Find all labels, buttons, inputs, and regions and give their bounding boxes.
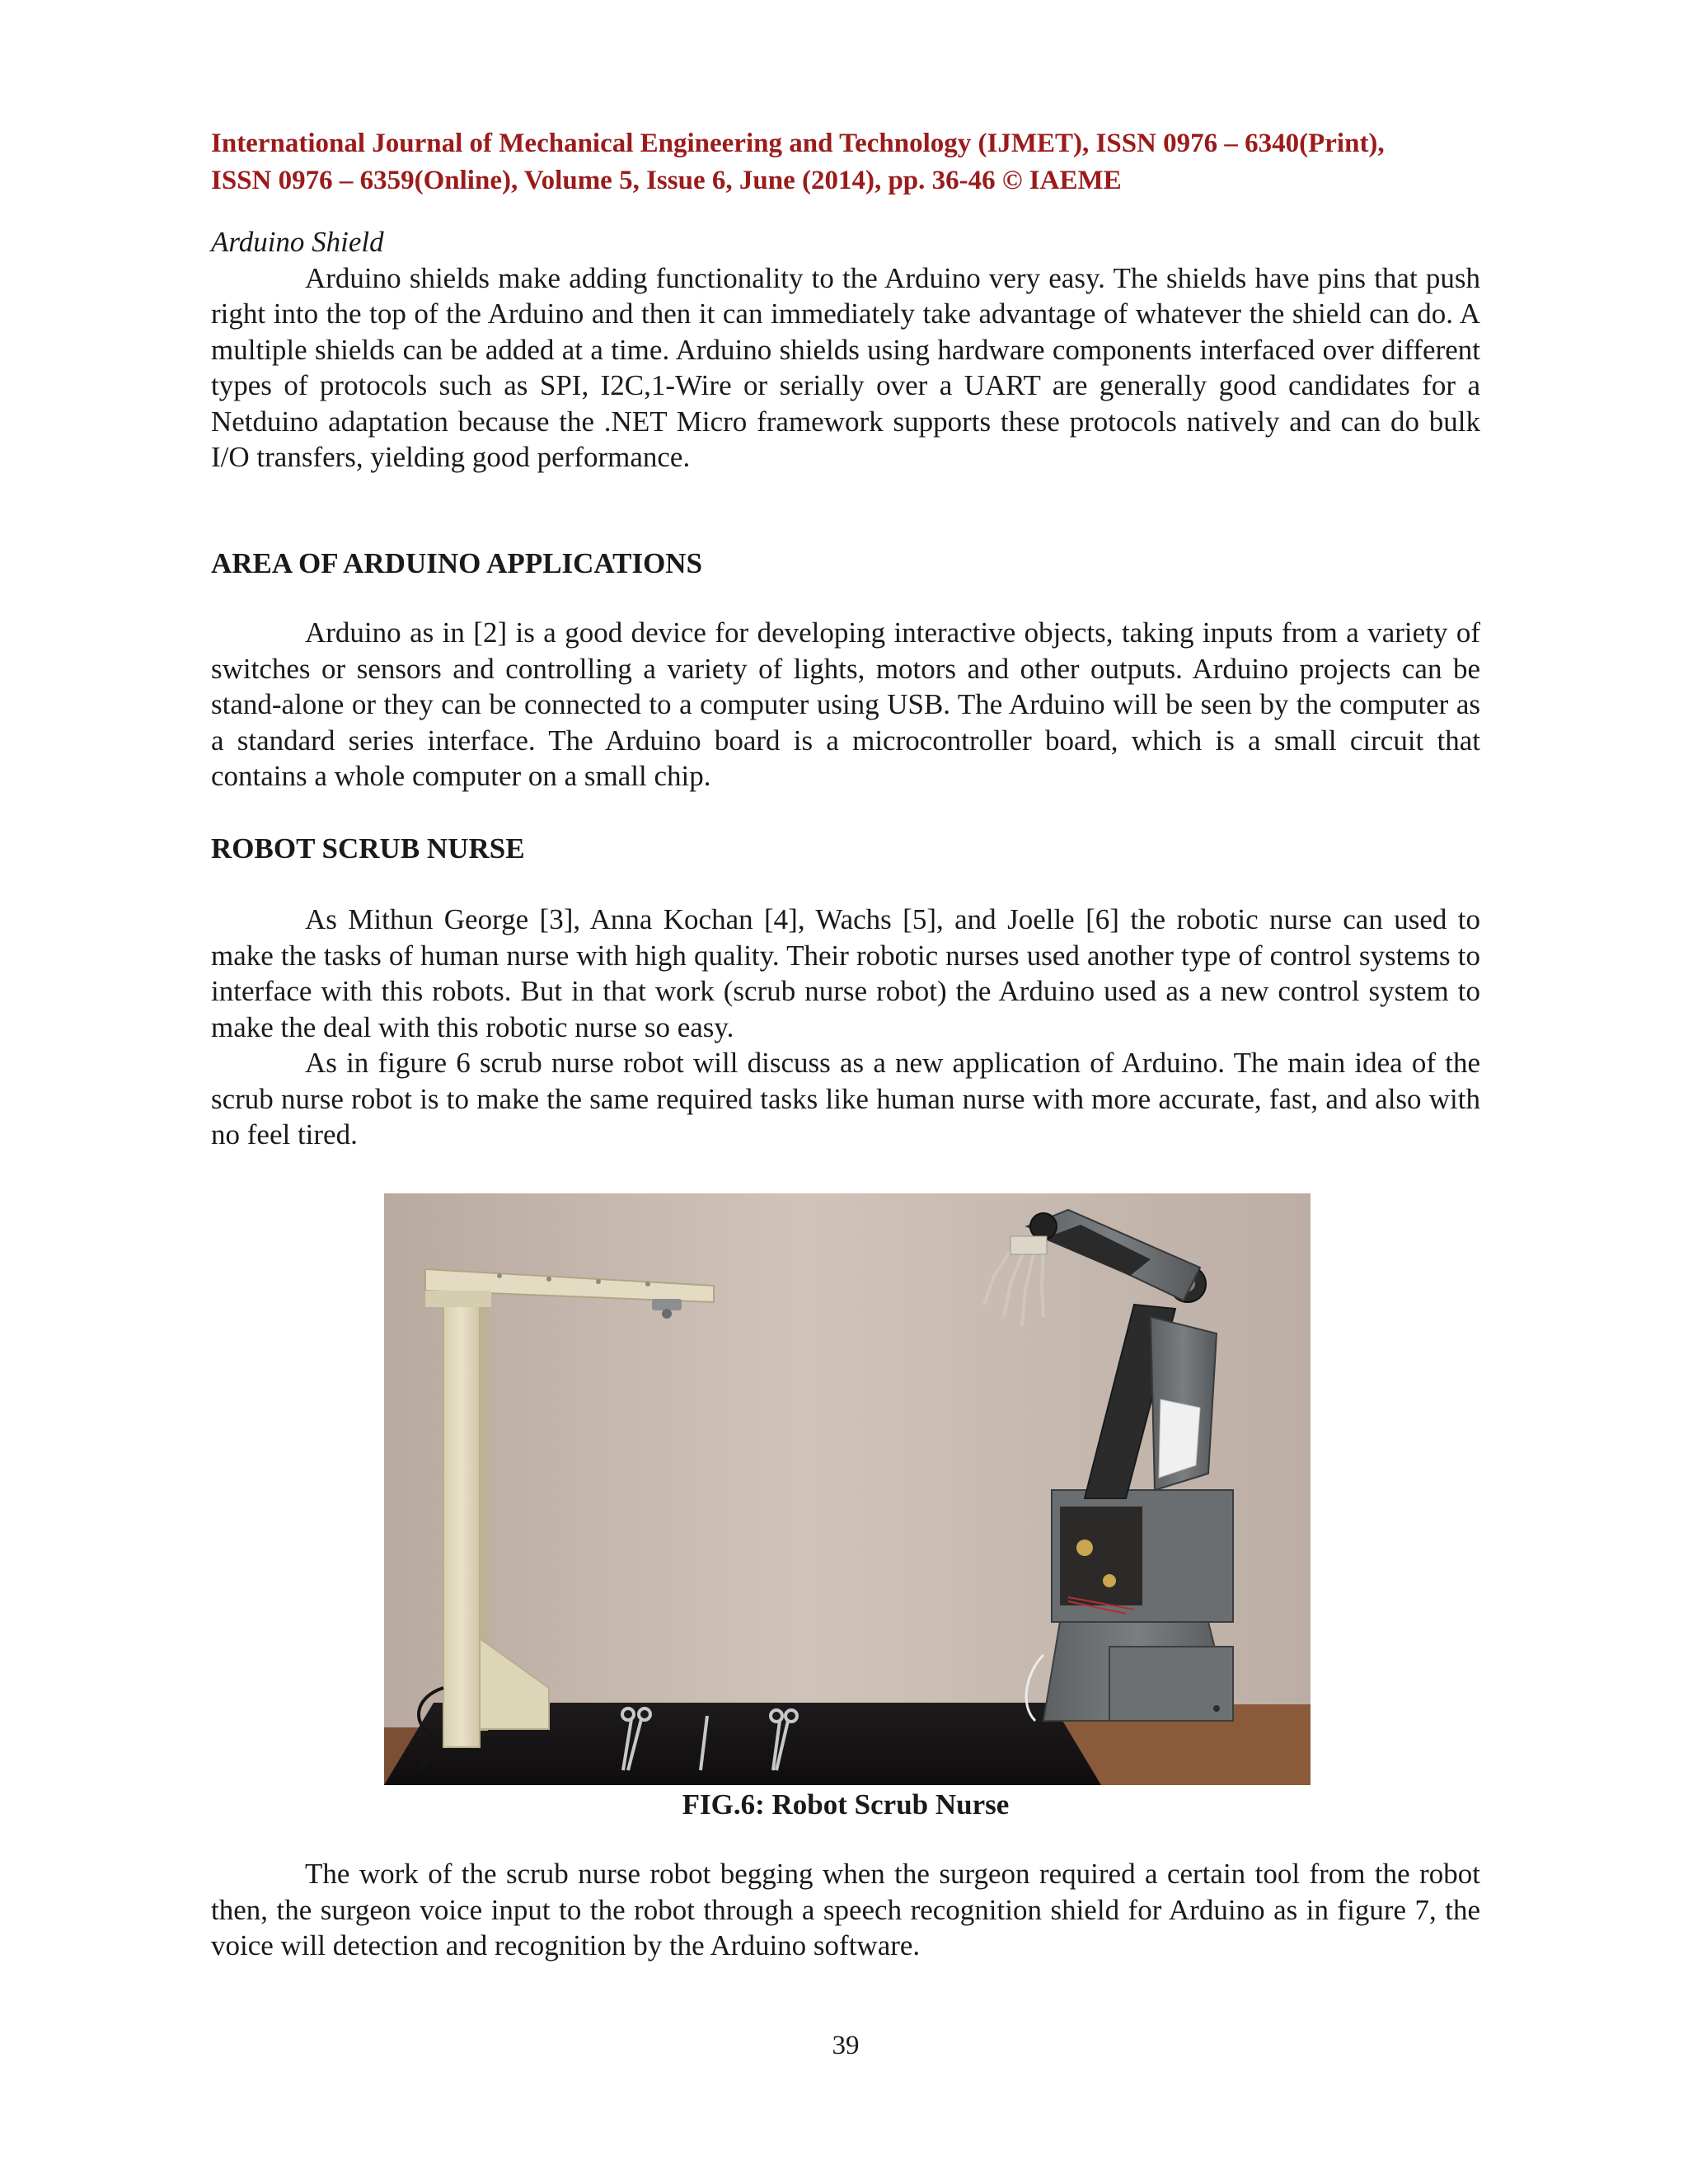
arduino-shield-section: [211, 224, 1480, 476]
robot-paragraph-1: As Mithun George [3], Anna Kochan [4], Wachs [5], and Joelle [6] the robotic nurse can used to make the tasks of human nurse with high quality. Their robotic nurses used another type of control systems to interface with this robots. But in that work (scrub nurse robot) the Arduino used as a new control system to make the deal with this robotic nurse so easy.: [211, 903, 1480, 1043]
arduino-shield-subheading: Arduino Shield: [211, 226, 384, 258]
applications-heading: AREA OF ARDUINO APPLICATIONS: [211, 547, 703, 579]
robot-scrub-nurse-photo: [384, 1193, 1311, 1785]
page-number: 39: [832, 2031, 860, 2060]
robot-section: [211, 902, 1480, 1153]
applications-section: [211, 615, 1480, 794]
applications-paragraph: Arduino as in [2] is a good device for developing interactive objects, taking inputs from a variety of switches or sensors and controlling a variety of lights, motors and other outputs. Arduino projects can be stand-alone or they can be connected to a computer using USB. The Arduino will be seen by the computer as a standard series interface. The Arduino board is a microcontroller board, which is a small circuit that contains a whole computer on a small chip.: [211, 616, 1480, 792]
robot-scrub-nurse-heading: ROBOT SCRUB NURSE: [211, 832, 525, 865]
journal-header-line-1: International Journal of Mechanical Engineering and Technology (IJMET), ISSN 0976 – 6340(Print),: [211, 129, 1385, 158]
journal-header-line-2: ISSN 0976 – 6359(Online), Volume 5, Issue 6, June (2014), pp. 36-46 © IAEME: [211, 166, 1122, 195]
robot-scrub-nurse-illustration: [384, 1193, 1311, 1785]
arduino-shield-paragraph: Arduino shields make adding functionality to the Arduino very easy. The shields have pins that push right into the top of the Arduino and then it can immediately take advantage of whatever the shield can do. A multiple shields can be added at a time. Arduino shields using hardware components interfaced over different types of protocols such as SPI, I2C,1-Wire or serially over a UART are generally good candidates for a Netduino adaptation because the .NET Micro framework supports these protocols natively and can do bulk I/O transfers, yielding good performance.: [211, 261, 1480, 473]
figure-caption: FIG.6: Robot Scrub Nurse: [682, 1788, 1010, 1821]
closing-section: [211, 1856, 1480, 1964]
journal-header: [211, 125, 1480, 199]
robot-paragraph-2: As in figure 6 scrub nurse robot will discuss as a new application of Arduino. The main idea of the scrub nurse robot is to make the same required tasks like human nurse with more accurate, fast, and also with no feel tired.: [211, 1047, 1480, 1151]
closing-paragraph: The work of the scrub nurse robot begging when the surgeon required a certain tool from the robot then, the surgeon voice input to the robot through a speech recognition shield for Arduino as in figure 7, the voice will detection and recognition by the Arduino software.: [211, 1858, 1480, 1961]
